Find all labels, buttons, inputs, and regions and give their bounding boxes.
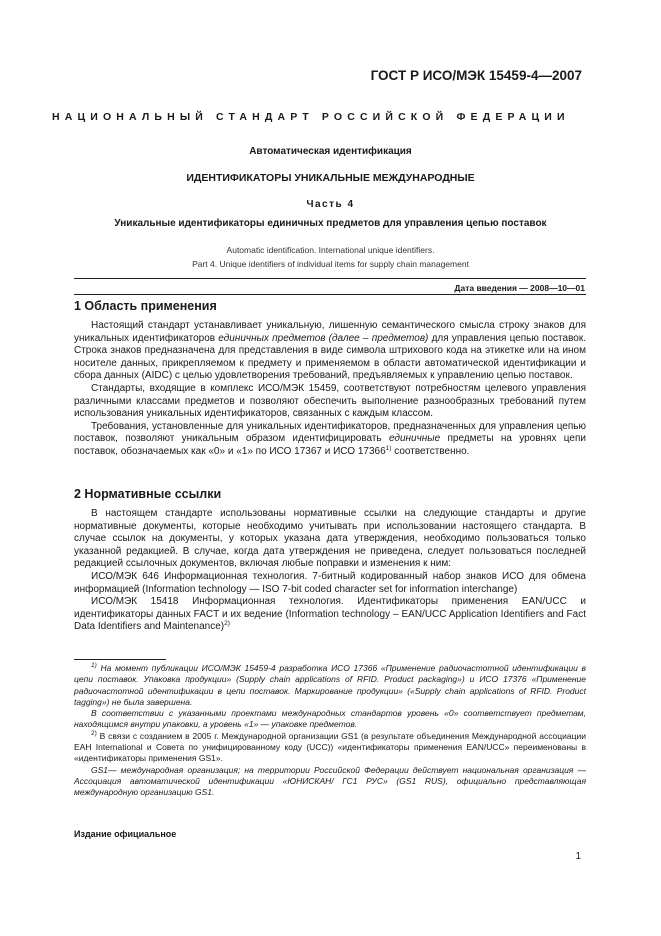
introduction-date: Дата введения — 2008—10—01 (454, 283, 585, 293)
english-title-line-2: Part 4. Unique identifiers of individual items for supply chain management (192, 259, 469, 269)
title-subtitle: Уникальные идентификаторы единичных предметов для управления цепью поставок (114, 218, 547, 229)
footnote-ref-2: 2) (224, 620, 230, 628)
section-1-paragraph-3: Требования, установленные для уникальных идентификаторов, предназначенных для управления цепью поставок, позволяют уникальным образом идентифицировать единичные предметы на уровнях цепи поставок, обозначаемых как «0» и «1» по ИСО 17367 и ИСО 17366$^{1)}$ соответственно. (74, 420, 586, 457)
section-2-paragraph-1: В настоящем стандарте использованы нормативные ссылки на следующие стандарты и другие нормативные документы, которые необходимо учитывать при использовании настоящего стандарта. В случае ссылок на документы, у которых указана дата утверждения, необходимо пользоваться только указанной редакцией. В случае, когда дата утверждения не приведена, следует пользоваться последней редакцией ссылочных документов, включая любые поправки и изменения к ним: (74, 508, 586, 570)
footnote-2-continued: GS1— международная организация; на территории Российской Федерации действует национальная организация — Ассоциация автоматической идентификации «ЮНИСКАН/ ГС1 РУС» (GS1 RUS), официально представляющая международную организацию GS1. (74, 764, 586, 798)
title-line-2: ИДЕНТИФИКАТОРЫ УНИКАЛЬНЫЕ МЕЖДУНАРОДНЫЕ (186, 172, 475, 184)
title-divider (74, 278, 586, 279)
footnote-1-continued: В соответствии с указанными проектами международных стандартов уровень «0» соответствует предметам, находящимся внутри упаковки, а уровень «1» — упаковке предметов. (74, 708, 586, 730)
title-part: Часть 4 (306, 199, 355, 210)
national-standard-banner: НАЦИОНАЛЬНЫЙ СТАНДАРТ РОССИЙСКОЙ ФЕДЕРАЦИИ (52, 111, 570, 123)
section-2-body (74, 508, 586, 634)
footnote-1: $^{1)}$ На момент публикации ИСО/МЭК 15459-4 разработка ИСО 17366 «Применение радиочастотной идентификации в цепи поставок. Упаковка продукции» (Supply chain applications of RFID. Product packaging») и ИСО 17376 «Применение радиочастотной идентификации в цепи поставок. Маркирование продукции» («Supply chain applications of RFID. Product tagging») не была завершена. (74, 662, 586, 707)
date-divider (74, 294, 586, 295)
title-line-1: Автоматическая идентификация (249, 146, 412, 157)
section-1-paragraph-1: Настоящий стандарт устанавливает уникальную, лишенную семантического смысла строку знаков для уникальных идентификаторов единичных предметов (далее – предметов) для управления цепью поставок. Строка знаков предназначена для представления в виде символа штрихового кода на этикетке или на ином носителе данных, прикрепляемом к предмету и применяемом в области автоматической идентификации и сбора данных (AIDC) с целью удовлетворения требований, предъявляемых к управлению цепью поставок. (74, 320, 586, 382)
footnote-2: $^{2)}$ В связи с созданием в 2005 г. Международной организации GS1 (в результате объединения Международной ассоциации EAH International и Совета по унифицированному коду (UCC)) «идентификаторы применения EAN/UCC» переименованы в «идентификаторы применения GS1». (74, 729, 586, 764)
reference-iso-646: ИСО/МЭК 646 Информационная технология. 7-битный кодированный набор знаков ИСО для обмена информацией (Information technology — ISO 7-bit coded character set for information interchange) (74, 570, 586, 595)
footnotes (74, 663, 586, 799)
reference-iso-15418: ИСО/МЭК 15418 Информационная технология. Идентификаторы применения EAN/UCC и идентификаторы данных FACT и их ведение (Information technology – EAN/UCC Application Identifiers and Fact Data Identifiers and Maintenance)$^{2)}$ (74, 596, 586, 633)
page-number: 1 (575, 851, 581, 862)
section-1-paragraph-2: Стандарты, входящие в комплекс ИСО/МЭК 15459, соответствуют потребностям целевого управления различными классами предметов и позволяют обеспечить выполнение разнообразных требований путем использования уникальных идентификаторов, связанных с каждым классом. (74, 382, 586, 420)
section-2-heading: 2 Нормативные ссылки (74, 487, 222, 501)
english-title-line-1: Automatic identification. International unique identifiers. (226, 245, 435, 255)
standard-id: ГОСТ Р ИСО/МЭК 15459-4—2007 (370, 68, 582, 83)
section-1-heading: 1 Область применения (74, 299, 217, 313)
section-1-body (74, 320, 586, 459)
footnote-divider (74, 659, 166, 660)
footnote-ref-1: 1) (385, 444, 392, 452)
official-edition-label: Издание официальное (74, 829, 177, 839)
